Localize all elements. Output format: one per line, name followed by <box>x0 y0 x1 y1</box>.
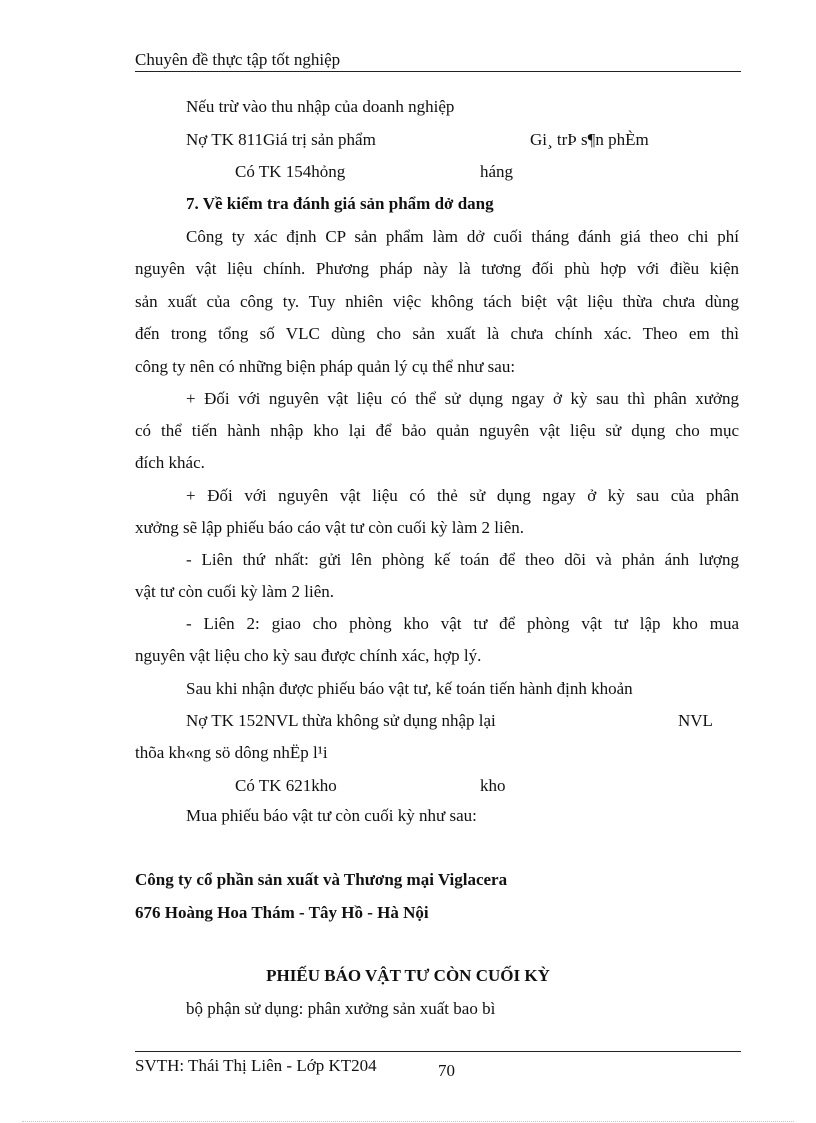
entry-debit-152-continuation: thõa kh«ng sö dông nhËp l¹i <box>135 743 328 762</box>
para2-line-2: có thể tiến hành nhập kho lại để bảo quản nguyên vật liệu sử dụng cho mục <box>135 421 739 440</box>
para1-line-4: đến trong tổng số VLC dùng cho sản xuất là chưa chính xác. Theo em thì <box>135 324 739 343</box>
para4-line-1: - Liên thứ nhất: gửi lên phòng kế toán để theo dõi và phản ánh lượng <box>186 550 739 569</box>
company-address: 676 Hoàng Hoa Thám - Tây Hồ - Hà Nội <box>135 903 429 922</box>
page-bottom-dotted-edge <box>22 1121 794 1122</box>
entry-debit-152-note: NVL <box>678 711 713 730</box>
page-number: 70 <box>438 1061 455 1080</box>
department-line: bộ phận sử dụng: phân xưởng sản xuất bao bì <box>186 999 496 1018</box>
entry-credit-154-note: háng <box>480 162 514 181</box>
para1-line-1: Công ty xác định CP sản phẩm làm dở cuối tháng đánh giá theo chi phí <box>186 227 739 246</box>
company-name: Công ty cổ phần sản xuất và Thương mại Viglacera <box>135 870 508 889</box>
entry-debit-811-note: Gi¸ trÞ s¶n phÈm <box>530 130 649 149</box>
entry-debit-152: Nợ TK 152NVL thừa không sử dụng nhập lại <box>186 711 496 730</box>
entry-credit-621: Có TK 621kho <box>235 776 337 795</box>
para3-line-1: + Đối với nguyên vật liệu có thẻ sử dụng ngay ở kỳ sau của phân <box>186 486 739 505</box>
after-receipt-line: Sau khi nhận được phiếu báo vật tư, kế toán tiến hành định khoản <box>186 679 633 698</box>
para5-line-1: - Liên 2: giao cho phòng kho vật tư để phòng vật tư lập kho mua <box>186 614 739 633</box>
para4-line-2: vật tư còn cuối kỳ làm 2 liên. <box>135 582 335 601</box>
intro-line: Nếu trừ vào thu nhập của doanh nghiệp <box>186 97 455 116</box>
para5-line-2: nguyên vật liệu cho kỳ sau được chính xác, hợp lý. <box>135 646 482 665</box>
form-title: PHIẾU BÁO VẬT TƯ CÒN CUỐI KỲ <box>266 966 550 985</box>
purchase-line: Mua phiếu báo vật tư còn cuối kỳ như sau: <box>186 806 477 825</box>
footer-rule <box>135 1051 741 1052</box>
para1-line-5: công ty nên có những biện pháp quản lý cụ thể như sau: <box>135 357 516 376</box>
entry-credit-154: Có TK 154hỏng <box>235 162 346 181</box>
para2-line-3: đích khác. <box>135 453 205 472</box>
entry-credit-621-note: kho <box>480 776 506 795</box>
para1-line-3: sản xuất của công ty. Tuy nhiên việc không tách biệt vật liệu thừa chưa dùng <box>135 292 739 311</box>
page-header-title: Chuyên đề thực tập tốt nghiệp <box>135 50 341 69</box>
header-rule <box>135 71 741 72</box>
section-heading: 7. Về kiểm tra đánh giá sản phẩm dở dang <box>186 194 494 213</box>
para3-line-2: xưởng sẽ lập phiếu báo cáo vật tư còn cuối kỳ làm 2 liên. <box>135 518 525 537</box>
footer-author: SVTH: Thái Thị Liên - Lớp KT204 <box>135 1056 377 1075</box>
para1-line-2: nguyên vật liệu chính. Phương pháp này là tương đối phù hợp với điều kiện <box>135 259 739 278</box>
para2-line-1: + Đối với nguyên vật liệu có thể sử dụng ngay ở kỳ sau thì phân xưởng <box>186 389 739 408</box>
entry-debit-811: Nợ TK 811Giá trị sản phẩm <box>186 130 376 149</box>
